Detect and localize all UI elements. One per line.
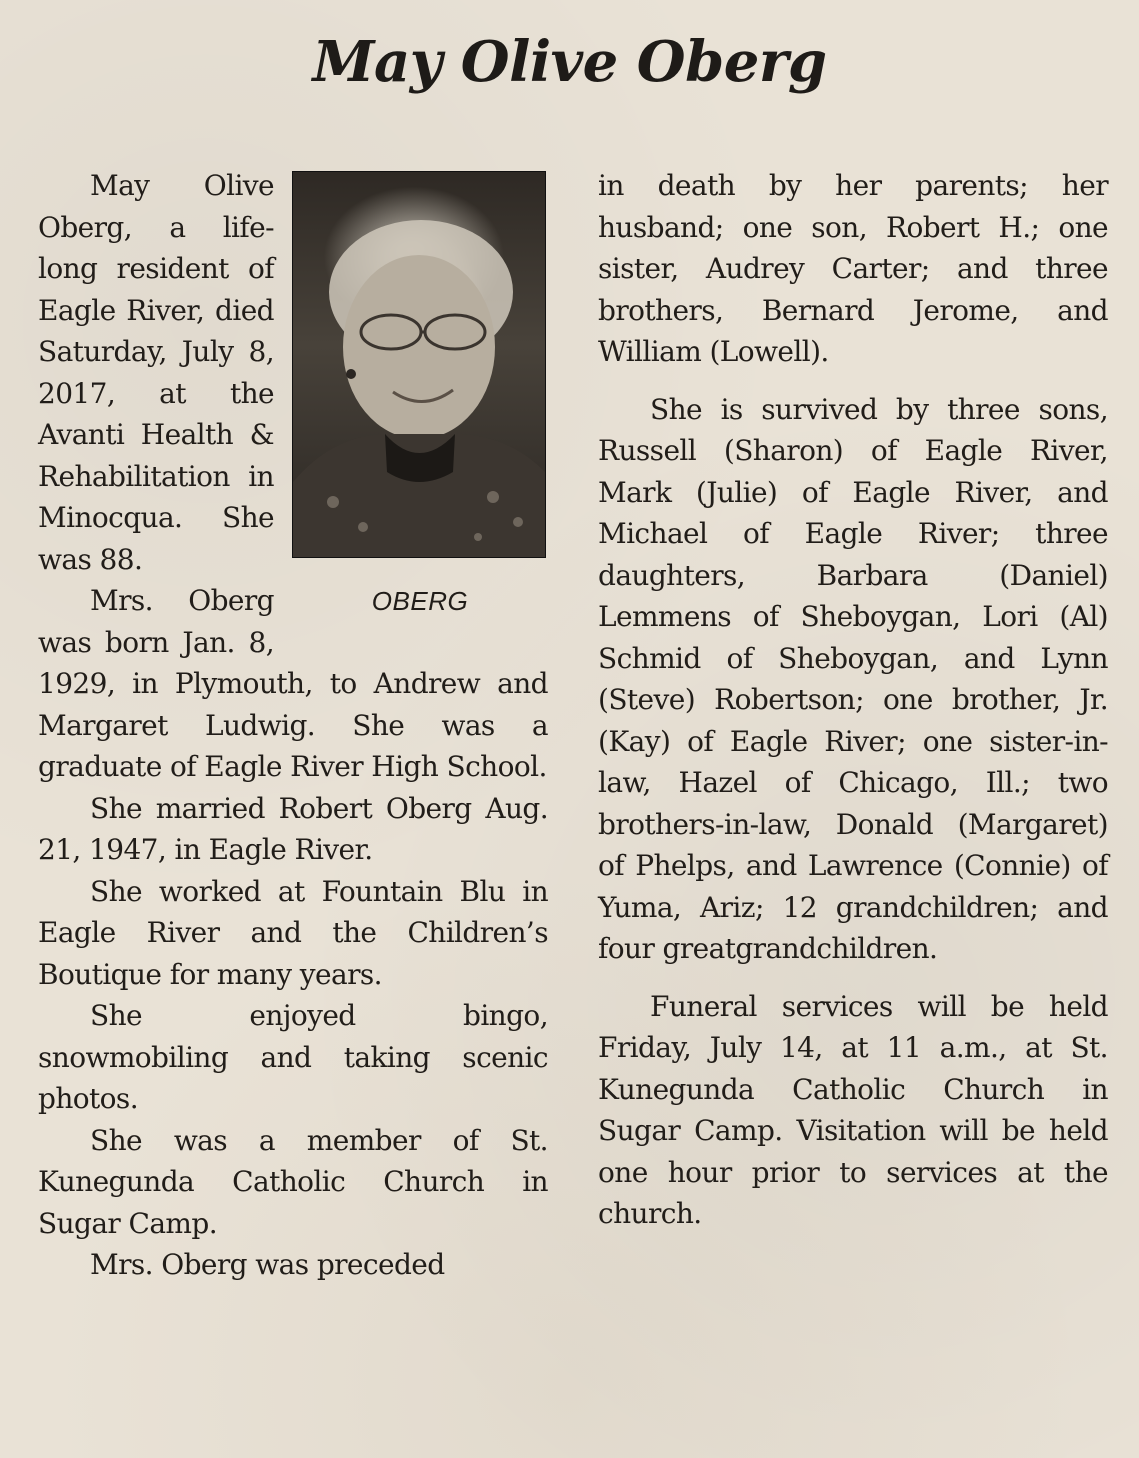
paragraph-services: Funeral services will be held Friday, July 14, at 11 a.m., at St. Kunegunda Catholic Church in Sugar Camp. Visitation will be held one hour prior to services at the church.	[598, 989, 1108, 1230]
paragraph-marriage: She married Robert Oberg Aug. 21, 1947, in Eagle River.	[38, 791, 548, 866]
photo-block	[292, 165, 550, 643]
paragraph-hobbies: She enjoyed bingo, snowmobiling and taking scenic photos.	[38, 999, 548, 1115]
headline: May Olive Oberg	[312, 29, 827, 95]
left-column	[38, 165, 548, 1286]
right-column	[598, 165, 1108, 1235]
paragraph-work: She worked at Fountain Blu in Eagle River and the Children’s Boutique for many years.	[38, 874, 548, 991]
paragraph-preceded-start: Mrs. Oberg was preceded	[90, 1248, 445, 1281]
paragraph-preceded-cont: in death by her parents; her husband; one son, Robert H.; one sister, Audrey Carter; and three brothers, Bernard Jerome, and William (Lowell).	[598, 169, 1108, 368]
photo-caption: OBERG	[371, 586, 469, 616]
paragraph-intro: May Olive Oberg, a life-long resident of Eagle River, died Saturday, July 8, 2017, at the Avanti Health & Rehabilitation in Minocqua. She was 88.	[38, 169, 274, 576]
paragraph-birth: Mrs. Oberg was born Jan. 8, 1929, in Plymouth, to Andrew and Margaret Ludwig. She was a graduate of Eagle River High School.	[38, 584, 548, 783]
paragraph-church: She was a member of St. Kunegunda Catholic Church in Sugar Camp.	[38, 1123, 548, 1240]
paragraph-survivors: She is survived by three sons, Russell (Sharon) of Eagle River, Mark (Julie) of Eagle River, and Michael of Eagle River; three daughters, Barbara (Daniel) Lemmens of Sheboygan, Lori (Al) Schmid of Sheboygan, and Lynn (Steve) Robertson; one brother, Jr. (Kay) of Eagle River; one sister-in-law, Hazel of Chicago, Ill.; two brothers-in-law, Donald (Margaret) of Phelps, and Lawrence (Connie) of Yuma, Ariz; 12 grandchildren; and four greatgrandchildren.	[598, 392, 1108, 965]
portrait-photo	[292, 171, 546, 558]
portrait-silhouette	[293, 172, 545, 557]
